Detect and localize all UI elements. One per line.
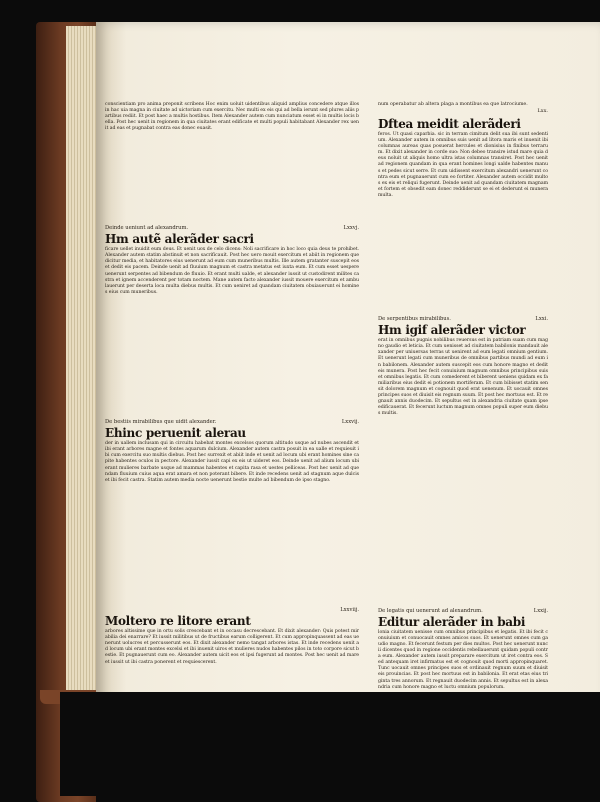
- right-text-column: [378, 116, 549, 690]
- section-heading: Editur alerãder in babi: [378, 614, 526, 629]
- rubric-title: De serpentibus mirabilibus.: [378, 316, 451, 322]
- text-paragraph: erat in omnibus pugnis nobilibus reuersus est in patriam suam cum magno gaudio et leticia. Et cum uenisset ad ciuitatem babilonis mandauit alexander per uniuersas terras ut uenirent ad eum legati omnium gentium. Et uenerunt legati cum muneribus de omnibus partibus mundi ad eum in babilonem. Alexander autem suscepit eos cum honore magno et dedit eis munera. Post hec fecit conuiuium magnum omnibus principibus suis et omnibus legatis. Et cum comederent et biberent ueniens quidam ex familiaribus eius dedit ei potionem mortiferam. Et cum bibisset statim sensit dolorem magnum et cognouit quod erat uenenum. Et uocauit omnes principes suos et diuisit eis regnum suum. Et post hec mortuus est. Et regnauit annis duodecim. Et sepultus est in alexandria ciuitate quam ipse edificauerat. Et fecerunt luctum magnum omnes populi super eum diebus multis.: [378, 338, 549, 417]
- rubric-number: Lxxvj.: [343, 225, 359, 231]
- rubric-title: De bestiis mirabilibus que uidit alexander.: [105, 419, 217, 425]
- left-text-column: [105, 102, 359, 665]
- section-heading: Hm autẽ alerãder sacri: [105, 232, 254, 247]
- rubric-number: Lxxvij.: [341, 419, 359, 425]
- rubric-number: Lxxviij.: [340, 606, 359, 613]
- chapter-rubric: [105, 419, 359, 425]
- section-heading: Dftea meidit alerãderi: [378, 117, 521, 131]
- section-heading: Hm igif alerãder victor: [378, 323, 526, 338]
- rubric-title: Deinde ueniunt ad alexandrum.: [105, 225, 189, 231]
- text-paragraph: conscientiam pro anima preponit scribens Hoc enim uoluit uidentibus aliquid amplius concedere atque illos in hac uia magna in ciuitate ad uictoriam cum exercitu. Nec multi ex eis qui ad bella ierunt sed plures aliis partibus rediit. Et post haec a multis hostibus. Item Alexander autem cum nunciatum esset ei in multis locis bella. Post hec uenit in regionem in qua ciuitates erant edificate et multi populi habitabant Alexander rex uenit ad eas et pugnabat contra eas donec euasit.: [105, 102, 359, 132]
- text-paragraph: der in uallem inclusam qui in circuitu habebat montes excelsos quorum altitudo usque ad nubes ascendit et ibi erant arbores magne et fontes aquarum dulcium. Alexander autem castra posuit in ea ualle et requieuit ibi cum exercitu suo multis diebus. Post hec surrexit et abiit inde et uenit ad locum ubi erant homines sine capite habentes oculos in pectore. Alexander iussit capi ex eis ut uideret eos. Deinde uenit ad alium locum ubi erant mulieres barbate usque ad mammas habentes et capita rasa et uestes pelliceas. Post hec uenit ad quendam fluuium cuius aqua erat amara et non poterant bibere. Et inde recedens uenit ad stagnum aque dulcis et ibi fecit castra. Statim autem media nocte uenerunt bestie multe ad bibendum de ipso stagno.: [105, 441, 359, 483]
- chapter-rubric: [378, 608, 548, 614]
- text-paragraph: lonia ciuitatem uenisse cum omnibus principibus et legatis. Et ibi fecit conuiuium et conuocauit omnes amicos suos. Et uenerunt omnes cum gaudio magno. Et fecerunt festum per dies multos. Post hec uenerunt nuncii dicentes quod in regione occidentis rebellauerunt quidam populi contra eum. Alexander autem iussit preparare exercitum ut iret contra eos. Sed antequam iret infirmatus est et cognouit quod morti appropinquaret. Tunc uocauit omnes principes suos et ordinauit regnum suum et diuisit eis prouincias. Et post hec mortuus est in babilonia. Et erat etas eius triginta tres annorum. Et regnauit duodecim annis. Et sepultus est in alexandria cum honore magno et luctu omnium populorum.: [378, 629, 548, 690]
- text-paragraph: arbores altissime que in ortu solis crescebant et in occasu decrescebant. Et dixit alexander: Quis potest mirabilia dei enarrare? Et iussit militibus ut de fructibus earum colligerent. Et cum appropinquassent ad eas uenerunt uolucres et percusserunt eos. Et dixit alexander nemo tangat arbores istas. Et inde recedens uenit ad locum ubi erant montes excelsi et ibi inuenit uiros et mulieres nudos habentes pilos in toto corpore sicut bestie. Et pugnauerunt cum eo. Alexander autem uicit eos et ipsi fugerunt ad montes. Post hec uenit ad mare et iussit ut ibi castra ponerent et requiescerent.: [105, 629, 359, 665]
- right-header-rubric: Lxx.: [537, 108, 548, 114]
- section-heading: Ehinc peruenit alerau: [105, 426, 246, 441]
- chapter-rubric: [105, 225, 359, 231]
- background-bottom: [60, 692, 600, 796]
- rubric-number: Lxxi.: [535, 316, 548, 322]
- text-paragraph: ficare uellet inuidit eum deus. Et uenit uox de celo dicens: Noli sacrificare in hoc loco quia deus te prohibet. Alexander autem statim abstinuit et non sacrificauit. Post hec uero mouit exercitum et abiit in regionem que dicitur media, et habitatores eius uenerunt ad eum cum muneribus multis. Ille autem gratanter suscepit eos et dedit eis pacem. Deinde uenit ad fluuium magnum et castra metatus est iuxta eum. Et cum esset uespere uenerunt serpentes ad bibendum de fluuio. Et erant multi ualde, et alexander iussit ut custodirent milites castra et ignem accenderent per totam noctem. Mane autem facto alexander iussit mouere exercitum et ambulauerunt per deserta loca multa diebus multis. Et cum ueniret ad quandam ciuitatem obuiauerunt ei homines eius cum muneribus.: [105, 247, 359, 295]
- text-paragraph: feros. Ut quasi caparbia. sic in terram cimitum delit sua ibi sunt sedentium. Alexander autem in omnibus suis uenit ad litora maris et inuenit ibi columnas aureas quas posuerat hercules et dionisius in finibus terrarum. Et dixit alexander in corde suo: Non debeo transire istud mare quia deus noluit ut aliquis homo ultra istas columnas transiret. Post hec uenit ad regionem quandam in qua erant homines longi ualde habentes manus et pedes sicut serre. Et cum uidissent exercitum alexandri uenerunt contra eum et pugnauerunt cum eo fortiter. Alexander autem occidit multos ex eis et reliqui fugerunt. Deinde uenit ad quandam ciuitatem magnam et fortem et obsedit eam donec reddiderunt se ei et dederunt ei munera multa.: [378, 132, 548, 198]
- section-heading: Moltero re litore erant: [105, 614, 251, 629]
- right-column-header: [378, 102, 548, 114]
- right-header-text: num operabatur ab altera plaga a montibus ea que latrociume.: [378, 102, 528, 107]
- rubric-number: Lxxij.: [533, 607, 548, 614]
- rubric-title: De legatis qui uenerunt ad alexandrum.: [378, 607, 483, 614]
- chapter-rubric: [378, 316, 548, 322]
- chapter-rubric: [105, 607, 359, 613]
